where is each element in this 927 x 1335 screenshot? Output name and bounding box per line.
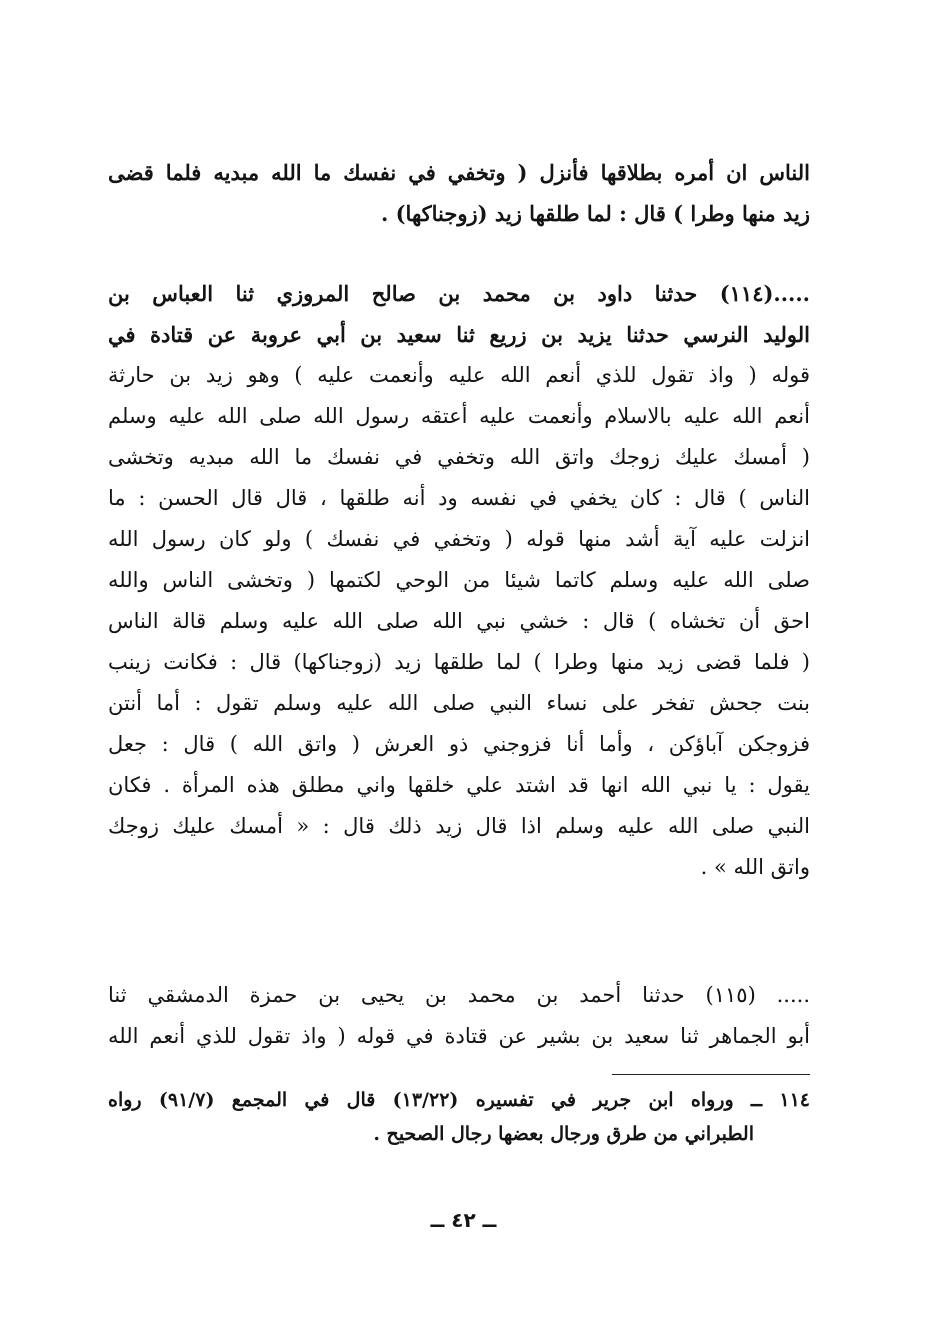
text-line: فزوجكن آباؤكن ، وأما أنا فزوجني ذو العرش ( واتق الله ) قال : جعل	[108, 732, 810, 756]
page-number: ــ ٤٢ ــ	[430, 1208, 497, 1232]
text-line: بنت جحش تفخر على نساء النبي صلى الله عليه وسلم تقول : أما أنتن	[108, 691, 810, 715]
top-paragraph	[108, 152, 810, 234]
text-line: ( أمسك عليك زوجك واتق الله وتخفي في نفسك ما الله مبديه وتخشى	[108, 445, 810, 469]
text-line: ( فلما قضى زيد منها وطرا ) لما طلقها زيد (زوجناكها) قال : فكانت زينب	[108, 650, 810, 674]
text-line: .....(١١٤) حدثنا داود بن محمد بن صالح المروزي ثنا العباس بن	[108, 281, 810, 306]
text-line: أبو الجماهر ثنا سعيد بن بشير عن قتادة في قوله ( واذ تقول للذي أنعم الله	[108, 1024, 810, 1048]
footnote	[108, 1083, 810, 1151]
text-line: صلى الله عليه وسلم كاتما شيئا من الوحي لكتمها ( وتخشى الناس والله	[108, 568, 810, 592]
text-line: النبي صلى الله عليه وسلم اذا قال زيد ذلك قال : « أمسك عليك زوجك	[108, 814, 810, 838]
hadith-114	[108, 273, 810, 888]
text-line: زيد منها وطرا ) قال : لما طلقها زيد (زوجناكها) .	[380, 201, 810, 226]
text-line: أنعم الله عليه بالاسلام وأنعمت عليه أعتقه رسول الله صلى الله عليه وسلم	[108, 404, 810, 428]
text-line: الناس ) قال : كان يخفي في نفسه ود أنه طلقها ، قال قال الحسن : ما	[108, 486, 810, 510]
text-line: واتق الله » .	[700, 855, 810, 879]
text-line: الوليد النرسي حدثنا يزيد بن زريع ثنا سعيد بن أبي عروبة عن قتادة في	[108, 322, 810, 347]
hadith-115	[108, 975, 810, 1057]
footnote-line: الطبراني من طرق ورجال بعضها رجال الصحيح .	[373, 1123, 754, 1145]
text-line: ..... (١١٥) حدثنا أحمد بن محمد بن يحيى بن حمزة الدمشقي ثنا	[108, 983, 810, 1007]
text-line: يقول : يا نبي الله انها قد اشتد علي خلقها واني مطلق هذه المرأة . فكان	[108, 773, 810, 797]
text-line: الناس ان أمره بطلاقها فأنزل ( وتخفي في نفسك ما الله مبديه فلما قضى	[108, 160, 810, 185]
footnote-line: ١١٤ ــ ورواه ابن جرير في تفسيره (١٣/٢٢) قال في المجمع (٩١/٧) رواه	[108, 1089, 810, 1111]
text-line: احق أن تخشاه ) قال : خشي نبي الله صلى الله عليه وسلم قالة الناس	[108, 609, 810, 633]
text-line: قوله ( واذ تقول للذي أنعم الله عليه وأنعمت عليه ) وهو زيد بن حارثة	[108, 363, 810, 387]
footnote-separator	[612, 1074, 810, 1075]
text-line: انزلت عليه آية أشد منها قوله ( وتخفي في نفسك ) ولو كان رسول الله	[108, 527, 810, 551]
